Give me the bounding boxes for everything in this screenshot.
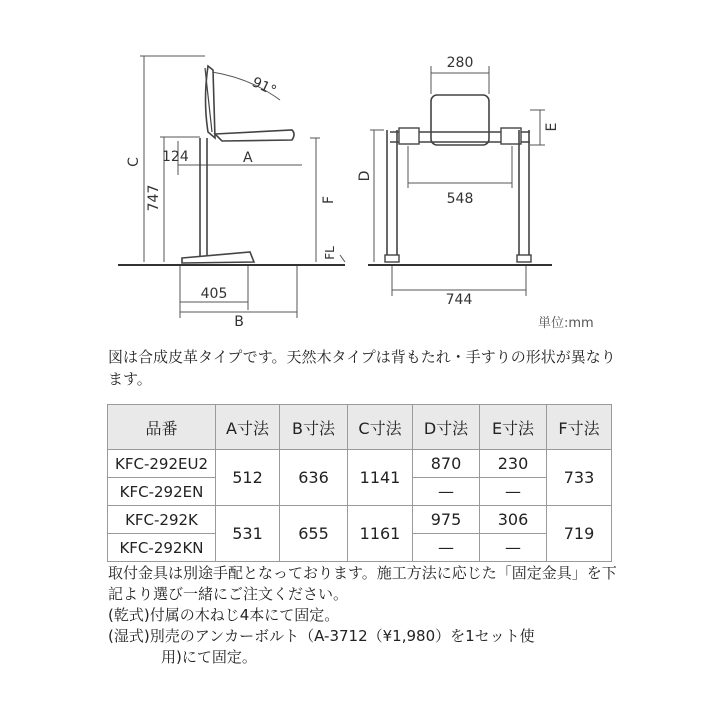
- dim-548-label: 548: [446, 191, 474, 207]
- header-a: A寸法: [216, 405, 280, 450]
- dim-747-label: 747: [146, 184, 162, 212]
- header-e: E寸法: [480, 405, 547, 450]
- dim-c-label: C: [126, 157, 142, 167]
- e-cell: —: [480, 478, 547, 506]
- e-cell: 230: [480, 450, 547, 478]
- model-cell: KFC-292K: [108, 506, 216, 534]
- note-wet: (湿式)別売のアンカーボルト（A-3712（¥1,980）を1セット使: [108, 627, 535, 645]
- dim-d-label: D: [357, 170, 373, 182]
- header-model: 品番: [108, 405, 216, 450]
- header-d: D寸法: [413, 405, 480, 450]
- note-wet-cont: 用)にて固定。: [161, 648, 257, 666]
- dim-280-label: 280: [446, 55, 474, 71]
- installation-notes: [108, 563, 628, 668]
- model-cell: KFC-292EU2: [108, 450, 216, 478]
- e-cell: 306: [480, 506, 547, 534]
- header-b: B寸法: [280, 405, 348, 450]
- dim-744-label: 744: [445, 292, 473, 308]
- f-cell: 733: [547, 450, 612, 506]
- table-row: [108, 506, 612, 534]
- spec-table: [107, 404, 612, 562]
- dim-f-label: F: [321, 195, 337, 205]
- unit-label: 単位:mm: [538, 316, 594, 331]
- d-cell: —: [413, 534, 480, 562]
- header-c: C寸法: [348, 405, 413, 450]
- a-cell: 531: [216, 506, 280, 562]
- front-view: [368, 66, 552, 296]
- model-cell: KFC-292KN: [108, 534, 216, 562]
- a-cell: 512: [216, 450, 280, 506]
- f-cell: 719: [547, 506, 612, 562]
- d-cell: 870: [413, 450, 480, 478]
- e-cell: —: [480, 534, 547, 562]
- dim-a-label: A: [243, 150, 253, 166]
- c-cell: 1161: [348, 506, 413, 562]
- dim-124-label: 124: [162, 149, 189, 165]
- d-cell: 975: [413, 506, 480, 534]
- d-cell: —: [413, 478, 480, 506]
- dim-angle-91: 91°: [249, 74, 279, 100]
- intro-text: 図は合成皮革タイプです。天然木タイプは背もたれ・手すりの形状が異なります。: [108, 348, 616, 388]
- note-dry: (乾式)付属の木ねじ4本にて固定。: [108, 606, 340, 624]
- table-row: [108, 450, 612, 478]
- dim-fl-label: FL: [323, 246, 337, 260]
- b-cell: 636: [280, 450, 348, 506]
- dimension-drawing: [0, 0, 720, 345]
- note-mounting: 取付金具は別途手配となっております。施工方法に応じた「固定金具」を下記より選び一緒にご注文ください。: [108, 564, 617, 603]
- header-f: F寸法: [547, 405, 612, 450]
- dimension-labels: [126, 55, 560, 330]
- c-cell: 1141: [348, 450, 413, 506]
- b-cell: 655: [280, 506, 348, 562]
- dim-e-label: E: [544, 122, 560, 132]
- table-header-row: [108, 405, 612, 450]
- dim-b-label: B: [234, 314, 244, 330]
- dim-405-label: 405: [200, 286, 228, 302]
- model-cell: KFC-292EN: [108, 478, 216, 506]
